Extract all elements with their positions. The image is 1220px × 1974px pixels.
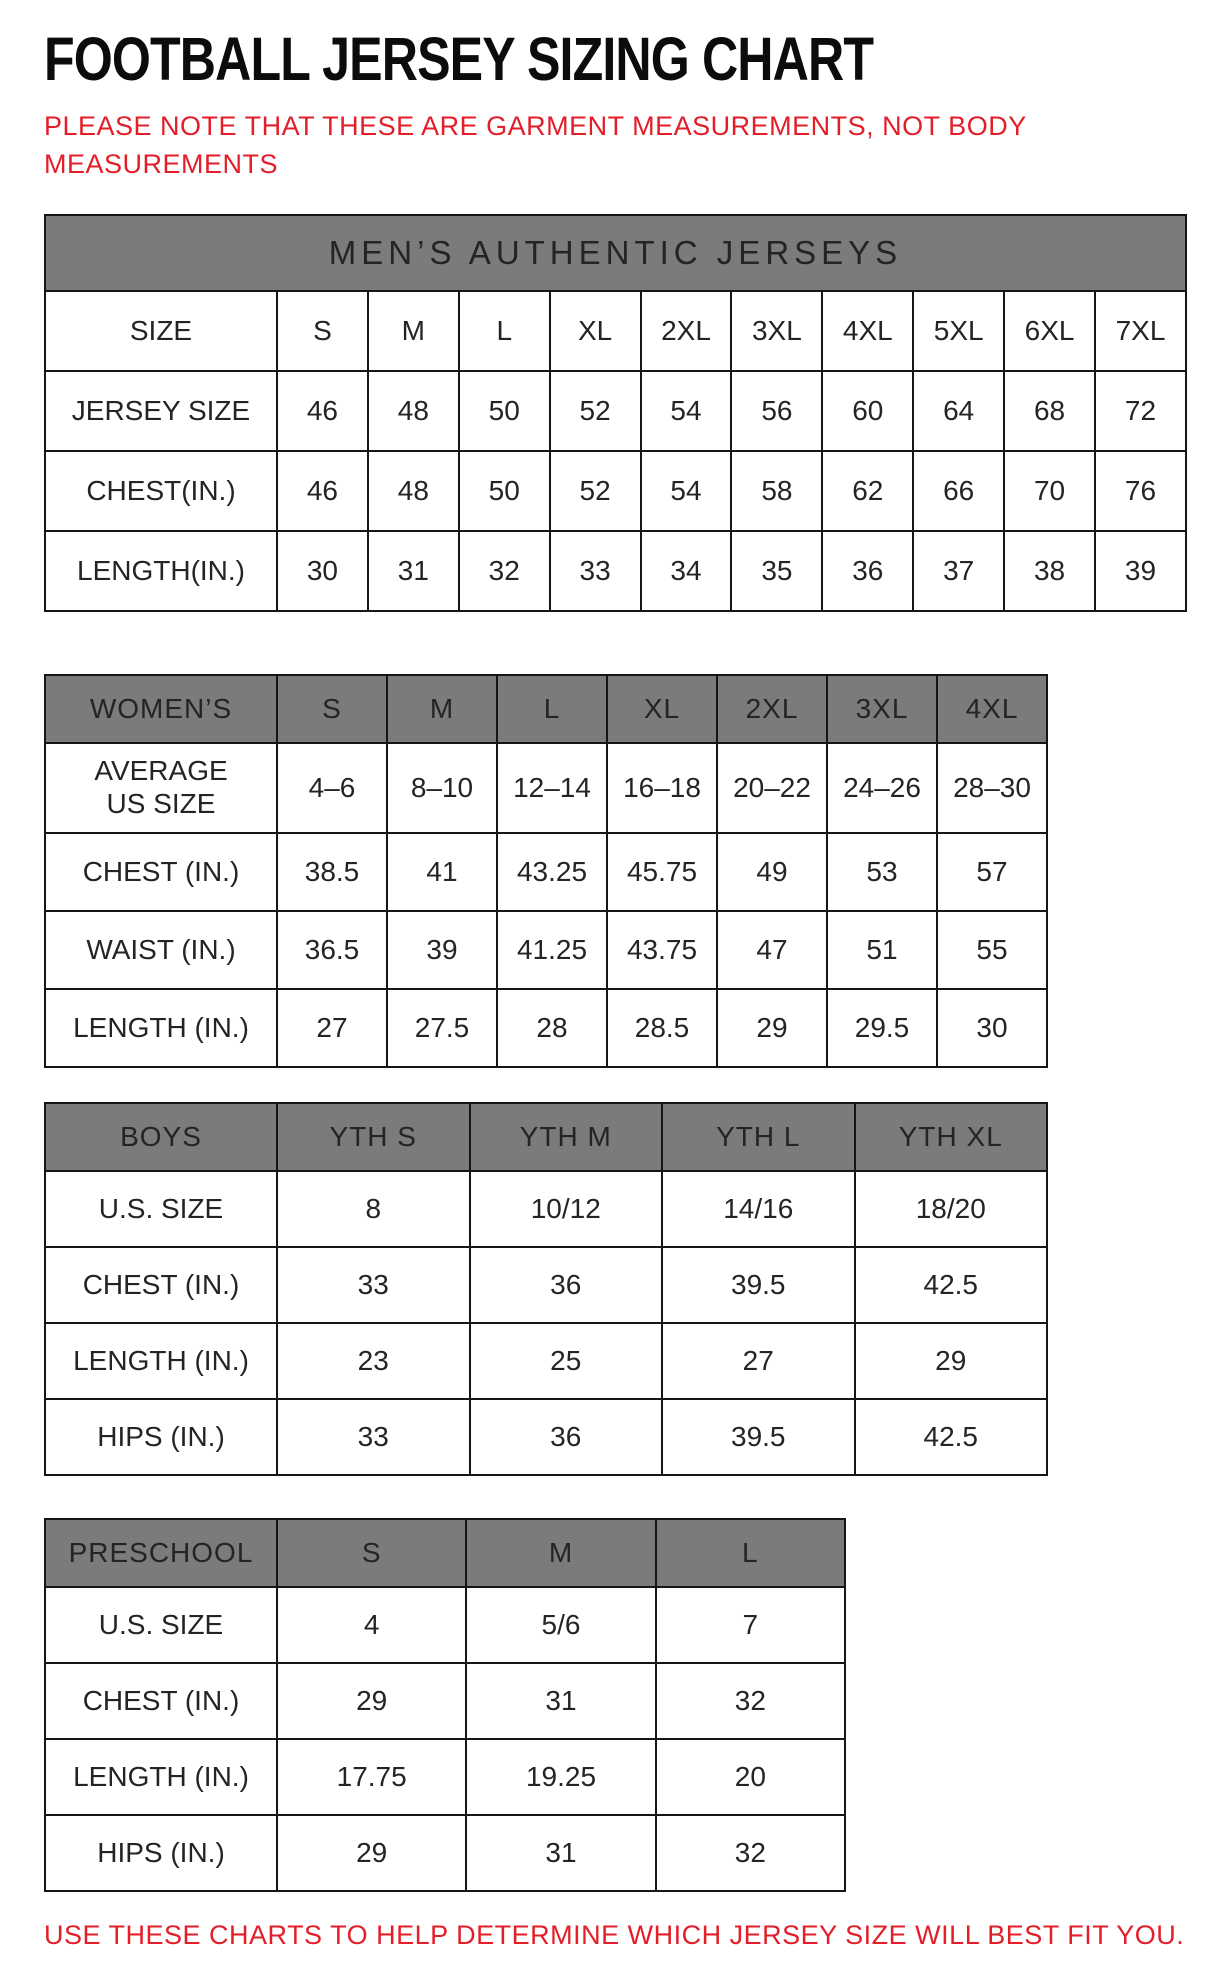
value-cell: 53 [827,833,937,911]
size-header-cell: 2XL [717,675,827,743]
value-cell: 32 [656,1663,845,1739]
value-cell: 66 [913,451,1004,531]
table-row [45,1739,845,1815]
page-title: FOOTBALL JERSEY SIZING CHART [44,25,874,95]
size-header-cell: 3XL [827,675,937,743]
row-label [45,743,277,833]
value-cell: 50 [459,371,550,451]
value-cell: 32 [656,1815,845,1891]
value-cell: 39.5 [662,1399,855,1475]
value-cell: 45.75 [607,833,717,911]
value-cell: 10/12 [470,1171,663,1247]
size-header-cell: YTH M [470,1103,663,1171]
value-cell: 52 [550,371,641,451]
value-cell: 33 [277,1247,470,1323]
row-label: LENGTH (IN.) [45,1323,277,1399]
value-cell: 23 [277,1323,470,1399]
value-cell: 2XL [641,291,732,371]
row-label: LENGTH (IN.) [45,989,277,1067]
value-cell: 27 [662,1323,855,1399]
value-cell: 76 [1095,451,1186,531]
value-cell: 6XL [1004,291,1095,371]
value-cell: 48 [368,371,459,451]
value-cell: 72 [1095,371,1186,451]
table-row [45,1323,1047,1399]
table-row [45,531,1186,611]
value-cell: XL [550,291,641,371]
row-label: WAIST (IN.) [45,911,277,989]
value-cell: 33 [277,1399,470,1475]
size-header-cell: YTH XL [855,1103,1048,1171]
value-cell: 38 [1004,531,1095,611]
value-cell: 30 [937,989,1047,1067]
value-cell: 7XL [1095,291,1186,371]
size-header-cell: M [387,675,497,743]
value-cell: 29 [717,989,827,1067]
value-cell: 70 [1004,451,1095,531]
value-cell: 14/16 [662,1171,855,1247]
value-cell: M [368,291,459,371]
value-cell: 8–10 [387,743,497,833]
womens-table-title: WOMEN’S [45,675,277,743]
value-cell: 28–30 [937,743,1047,833]
value-cell: 5XL [913,291,1004,371]
value-cell: 46 [277,371,368,451]
row-label: CHEST (IN.) [45,1247,277,1323]
womens-table-header-row [45,675,1047,743]
value-cell: 38.5 [277,833,387,911]
value-cell: 34 [641,531,732,611]
measurement-note: PLEASE NOTE THAT THESE ARE GARMENT MEASUREMENTS, NOT BODY MEASUREMENTS [44,111,1027,179]
row-label: HIPS (IN.) [45,1399,277,1475]
value-cell: 3XL [731,291,822,371]
value-cell: 29 [277,1663,466,1739]
size-header-cell: 4XL [937,675,1047,743]
womens-table [44,674,1048,1068]
row-label: U.S. SIZE [45,1587,277,1663]
value-cell: 4 [277,1587,466,1663]
value-cell: L [459,291,550,371]
row-label: LENGTH (IN.) [45,1739,277,1815]
value-cell: 52 [550,451,641,531]
value-cell: 27 [277,989,387,1067]
preschool-table-header-row [45,1519,845,1587]
mens-table-title: MEN’S AUTHENTIC JERSEYS [45,215,1186,291]
row-label: JERSEY SIZE [45,371,277,451]
boys-table [44,1102,1048,1476]
value-cell: 31 [368,531,459,611]
value-cell: 41.25 [497,911,607,989]
value-cell: 36.5 [277,911,387,989]
table-row [45,371,1186,451]
value-cell: 58 [731,451,822,531]
value-cell: 64 [913,371,1004,451]
value-cell: 8 [277,1171,470,1247]
value-cell: 37 [913,531,1004,611]
value-cell: 36 [470,1399,663,1475]
value-cell: 62 [822,451,913,531]
value-cell: 32 [459,531,550,611]
value-cell: 42.5 [855,1399,1048,1475]
value-cell: 7 [656,1587,845,1663]
value-cell: 51 [827,911,937,989]
value-cell: 30 [277,531,368,611]
value-cell: 47 [717,911,827,989]
table-row [45,833,1047,911]
value-cell: 25 [470,1323,663,1399]
table-row [45,1399,1047,1475]
value-cell: 29 [855,1323,1048,1399]
size-header-cell: S [277,1519,466,1587]
footer-note: USE THESE CHARTS TO HELP DETERMINE WHICH JERSEY SIZE WILL BEST FIT YOU. [44,1919,1185,1950]
mens-table-header-row [45,215,1186,291]
value-cell: 60 [822,371,913,451]
size-header-cell: L [497,675,607,743]
boys-table-header-row [45,1103,1047,1171]
value-cell: 56 [731,371,822,451]
row-label-text: AVERAGE US SIZE [94,755,228,819]
row-label: SIZE [45,291,277,371]
value-cell: 18/20 [855,1171,1048,1247]
value-cell: 28 [497,989,607,1067]
size-header-cell: S [277,675,387,743]
value-cell: 36 [470,1247,663,1323]
value-cell: 68 [1004,371,1095,451]
value-cell: 4XL [822,291,913,371]
value-cell: 54 [641,451,732,531]
size-header-cell: YTH L [662,1103,855,1171]
value-cell: 27.5 [387,989,497,1067]
preschool-table [44,1518,846,1892]
value-cell: 43.75 [607,911,717,989]
table-row [45,451,1186,531]
value-cell: 17.75 [277,1739,466,1815]
table-row [45,1815,845,1891]
value-cell: 39 [1095,531,1186,611]
row-label: CHEST (IN.) [45,1663,277,1739]
value-cell: 35 [731,531,822,611]
value-cell: 24–26 [827,743,937,833]
table-row [45,911,1047,989]
value-cell: 5/6 [466,1587,655,1663]
value-cell: 20–22 [717,743,827,833]
preschool-table-title: PRESCHOOL [45,1519,277,1587]
value-cell: 39.5 [662,1247,855,1323]
size-header-cell: YTH S [277,1103,470,1171]
row-label: U.S. SIZE [45,1171,277,1247]
table-row [45,1171,1047,1247]
value-cell: 19.25 [466,1739,655,1815]
row-label: LENGTH(IN.) [45,531,277,611]
table-row [45,291,1186,371]
value-cell: 29 [277,1815,466,1891]
value-cell: 43.25 [497,833,607,911]
value-cell: 54 [641,371,732,451]
value-cell: 20 [656,1739,845,1815]
table-row [45,989,1047,1067]
table-row [45,1247,1047,1323]
row-label: CHEST (IN.) [45,833,277,911]
value-cell: 42.5 [855,1247,1048,1323]
mens-table [44,214,1187,612]
size-header-cell: L [656,1519,845,1587]
size-header-cell: M [466,1519,655,1587]
boys-table-title: BOYS [45,1103,277,1171]
value-cell: 16–18 [607,743,717,833]
value-cell: 39 [387,911,497,989]
row-label: CHEST(IN.) [45,451,277,531]
value-cell: 12–14 [497,743,607,833]
value-cell: 28.5 [607,989,717,1067]
value-cell: 41 [387,833,497,911]
value-cell: S [277,291,368,371]
table-row [45,1663,845,1739]
value-cell: 33 [550,531,641,611]
value-cell: 50 [459,451,550,531]
size-header-cell: XL [607,675,717,743]
value-cell: 57 [937,833,1047,911]
value-cell: 4–6 [277,743,387,833]
value-cell: 31 [466,1663,655,1739]
value-cell: 48 [368,451,459,531]
value-cell: 46 [277,451,368,531]
value-cell: 36 [822,531,913,611]
value-cell: 29.5 [827,989,937,1067]
table-row [45,743,1047,833]
value-cell: 31 [466,1815,655,1891]
value-cell: 55 [937,911,1047,989]
row-label: HIPS (IN.) [45,1815,277,1891]
table-row [45,1587,845,1663]
value-cell: 49 [717,833,827,911]
